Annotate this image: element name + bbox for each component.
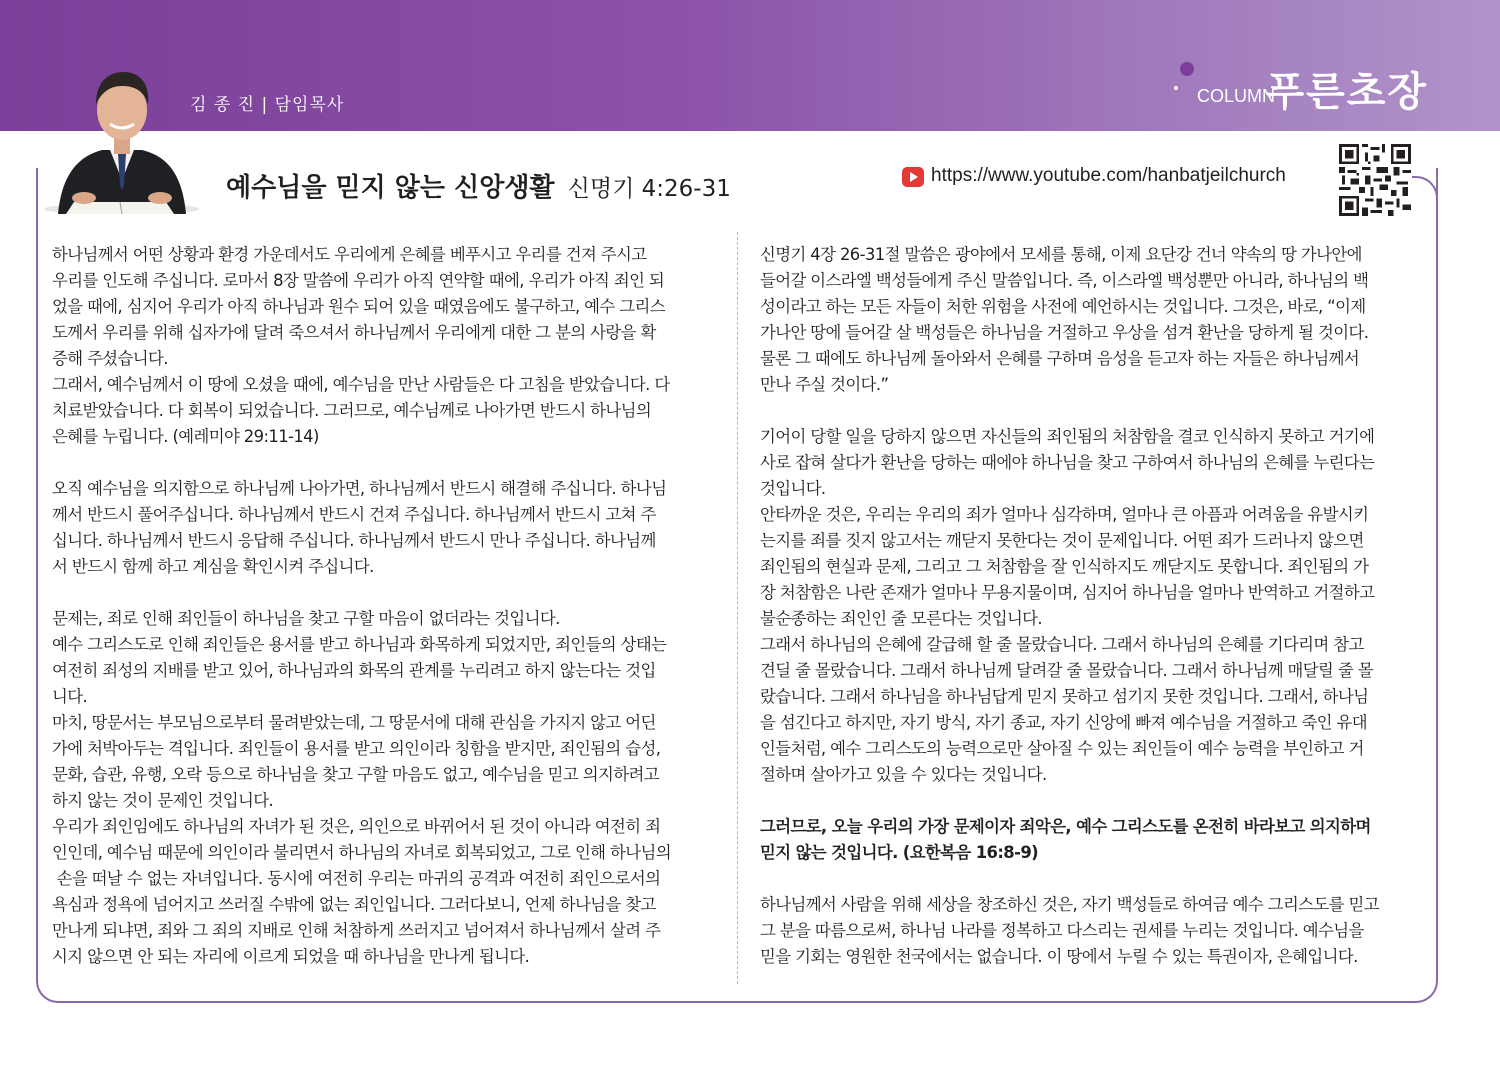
text-line: 그래서, 예수님께서 이 땅에 오셨을 때에, 예수님을 만난 사람들은 다 고침을 받았습니다. 다 [52, 375, 670, 394]
text-line: 견딜 줄 몰랐습니다. 그래서 하나님께 달려갈 줄 몰랐습니다. 그래서 하나님께 매달릴 줄 몰 [760, 661, 1373, 680]
sermon-title: 예수님을 믿지 않는 신앙생활 [226, 173, 555, 203]
text-line: 었을 때에, 심지어 우리가 아직 하나님과 원수 되어 있을 때였음에도 불구하고, 예수 그리스 [52, 297, 665, 316]
column-label: COLUMN [1196, 86, 1275, 106]
column-name: 푸른초장 [1265, 69, 1428, 115]
paragraph-gap [760, 866, 1420, 892]
text-line: 랐습니다. 그래서 하나님을 하나님답게 믿지 못하고 섬기지 못한 것입니다. 그래서, 하나님 [760, 687, 1369, 706]
text-line: 기어이 당할 일을 당하지 않으면 자신들의 죄인됨의 처참함을 결코 인식하지 못하고 거기에 [760, 427, 1375, 446]
text-line: 욕심과 정욕에 넘어지고 쓰러질 수밖에 없는 죄인입니다. 그러다보니, 언제 하나님을 찾고 [52, 895, 656, 914]
text-line: 하나님께서 사람을 위해 세상을 창조하신 것은, 자기 백성들로 하여금 예수 그리스도를 믿고 [760, 895, 1379, 914]
body-paragraph [52, 372, 714, 450]
text-line: 들어갈 이스라엘 백성들에게 주신 말씀입니다. 즉, 이스라엘 백성뿐만 아니라, 하나님의 백 [760, 271, 1369, 290]
text-line: 성이라고 하는 모든 자들이 처한 위험을 사전에 예언하시는 것입니다. 그것은, 바로, “이제 [760, 297, 1366, 316]
text-line: 하나님께서 어떤 상황과 환경 가운데서도 우리에게 은혜를 베푸시고 우리를 건져 주시고 [52, 245, 647, 264]
paragraph-gap [52, 580, 714, 606]
text-line: 손을 떠날 수 없는 자녀입니다. 동시에 여전히 우리는 마귀의 공격과 여전히 죄인으로서의 [52, 869, 661, 888]
text-line: 우리가 죄인임에도 하나님의 자녀가 된 것은, 의인으로 바뀌어서 된 것이 아니라 여전히 죄 [52, 817, 661, 836]
text-line: 문화, 습관, 유행, 오락 등으로 하나님을 찾고 구할 마음도 없고, 예수님을 믿고 의지하려고 [52, 765, 659, 784]
text-line: 치료받았습니다. 다 회복이 되었습니다. 그러므로, 예수님께로 나아가면 반드시 하나님의 [52, 401, 652, 420]
text-line: 그래서 하나님의 은혜에 갈급해 할 줄 몰랐습니다. 그래서 하나님의 은혜를 기다리며 참고 [760, 635, 1364, 654]
text-line: 그러므로, 오늘 우리의 가장 문제이자 죄악은, 예수 그리스도를 온전히 바라보고 의지하며 [760, 817, 1371, 836]
body-paragraph [760, 502, 1420, 632]
text-line: 을 섬긴다고 하지만, 자기 방식, 자기 종교, 자기 신앙에 빠져 예수님을 거절하고 죽인 유대 [760, 713, 1367, 732]
text-line: 여전히 죄성의 지배를 받고 있어, 하나님과의 화목의 관계를 누리려고 하지 않는다는 것입 [52, 661, 656, 680]
youtube-link[interactable]: https://www.youtube.com/hanbatjeilchurch [931, 165, 1286, 186]
text-line: 믿지 않는 것입니다. (요한복음 16:8-9) [760, 843, 1039, 862]
text-line: 마치, 땅문서는 부모님으로부터 물려받았는데, 그 땅문서에 대해 관심을 가지지 않고 어딘 [52, 713, 656, 732]
text-line: 인인데, 예수님 때문에 의인이라 불리면서 하나님의 자녀로 회복되었고, 그로 인해 하나님의 [52, 843, 671, 862]
scripture-reference: 신명기 4:26-31 [567, 176, 731, 202]
text-line: 장 처참함은 나란 존재가 얼마나 무용지물이며, 심지어 하나님을 얼마나 반역하고 거절하고 [760, 583, 1375, 602]
right-column [760, 242, 1420, 970]
body-paragraph [760, 892, 1420, 970]
decorative-dot [1180, 62, 1194, 76]
paragraph-gap [52, 450, 714, 476]
body-paragraph [52, 632, 714, 710]
text-line: 만나게 되냐면, 죄와 그 죄의 지배로 인해 처참하게 쓰러지고 넘어져서 하나님께서 살려 주 [52, 921, 661, 940]
body-paragraph [52, 710, 714, 814]
paragraph-gap [760, 398, 1420, 424]
text-line: 께서 반드시 풀어주십니다. 하나님께서 반드시 건져 주십니다. 하나님께서 반드시 고쳐 주 [52, 505, 656, 524]
column-divider [737, 232, 738, 984]
text-line: 죄인됨의 현실과 문제, 그리고 그 처참함을 잘 인식하지도 깨닫지도 못합니다. 죄인됨의 가 [760, 557, 1369, 576]
text-line: 하지 않는 것이 문제인 것입니다. [52, 791, 274, 810]
text-line: 니다. [52, 687, 88, 706]
paragraph-gap [760, 788, 1420, 814]
body-paragraph [52, 242, 714, 372]
text-line: 는지를 죄를 짓지 않고서는 깨닫지 못한다는 것이 문제입니다. 어떤 죄가 드러나지 않으면 [760, 531, 1364, 550]
text-line: 물론 그 때에도 하나님께 돌아와서 은혜를 구하며 음성을 듣고자 하는 자들은 하나님께서 [760, 349, 1360, 368]
text-line: 그 분을 따름으로써, 하나님 나라를 정복하고 다스리는 권세를 누리는 것입니다. 예수님을 [760, 921, 1364, 940]
author-name: 김 종 진 | 담임목사 [190, 95, 345, 115]
text-line: 믿을 기회는 영원한 천국에서는 없습니다. 이 땅에서 누릴 수 있는 특권이자, 은혜입니다. [760, 947, 1358, 966]
text-line: 오직 예수님을 의지함으로 하나님께 나아가면, 하나님께서 반드시 해결해 주십니다. 하나님 [52, 479, 667, 498]
text-line: 신명기 4장 26-31절 말씀은 광야에서 모세를 통해, 이제 요단강 건너 약속의 땅 가나안에 [760, 245, 1362, 264]
highlight-paragraph [760, 814, 1420, 866]
left-column [52, 242, 714, 970]
text-line: 은혜를 누립니다. (예레미야 29:11-14) [52, 427, 319, 446]
text-line: 사로 잡혀 살다가 환난을 당하는 때에야 하나님을 찾고 구하여서 하나님의 은혜를 누린다는 [760, 453, 1375, 472]
decorative-dot-small [1174, 86, 1178, 90]
text-line: 불순종하는 죄인인 줄 모른다는 것입니다. [760, 609, 1043, 628]
body-paragraph [760, 632, 1420, 788]
text-line: 안타까운 것은, 우리는 우리의 죄가 얼마나 심각하며, 얼마나 큰 아픔과 어려움을 유발시키 [760, 505, 1369, 524]
text-line: 만나 주실 것이다.” [760, 375, 889, 394]
text-line: 시지 않으면 안 되는 자리에 이르게 되었을 때 하나님을 만나게 됩니다. [52, 947, 530, 966]
text-line: 절하며 살아가고 있을 수 있다는 것입니다. [760, 765, 1047, 784]
text-line: 증해 주셨습니다. [52, 349, 168, 368]
body-paragraph [52, 606, 714, 632]
text-line: 도께서 우리를 위해 십자가에 달려 죽으셔서 하나님께서 우리에게 대한 그 분의 사랑을 확 [52, 323, 656, 342]
text-line: 가에 처박아두는 격입니다. 죄인들이 용서를 받고 의인이라 칭함을 받지만, 죄인됨의 습성, [52, 739, 661, 758]
body-paragraph [760, 424, 1420, 502]
text-line: 서 반드시 함께 하고 계심을 확인시켜 주십니다. [52, 557, 374, 576]
text-line: 십니다. 하나님께서 반드시 응답해 주십니다. 하나님께서 반드시 만나 주십니다. 하나님께 [52, 531, 656, 550]
text-line: 예수 그리스도로 인해 죄인들은 용서를 받고 하나님과 화목하게 되었지만, 죄인들의 상태는 [52, 635, 667, 654]
text-line: 가나안 땅에 들어갈 살 백성들은 하나님을 거절하고 우상을 섬겨 환난을 당하게 될 것이다. [760, 323, 1369, 342]
body-paragraph [52, 814, 714, 970]
text-line: 우리를 인도해 주십니다. 로마서 8장 말씀에 우리가 아직 연약할 때에, 우리가 아직 죄인 되 [52, 271, 665, 290]
text-line: 것입니다. [760, 479, 826, 498]
text-line: 인들처럼, 예수 그리스도의 능력으로만 살아질 수 있는 죄인들이 예수 능력을 부인하고 거 [760, 739, 1364, 758]
text-line: 문제는, 죄로 인해 죄인들이 하나님을 찾고 구할 마음이 없더라는 것입니다. [52, 609, 560, 628]
body-paragraph [760, 242, 1420, 398]
body-paragraph [52, 476, 714, 580]
